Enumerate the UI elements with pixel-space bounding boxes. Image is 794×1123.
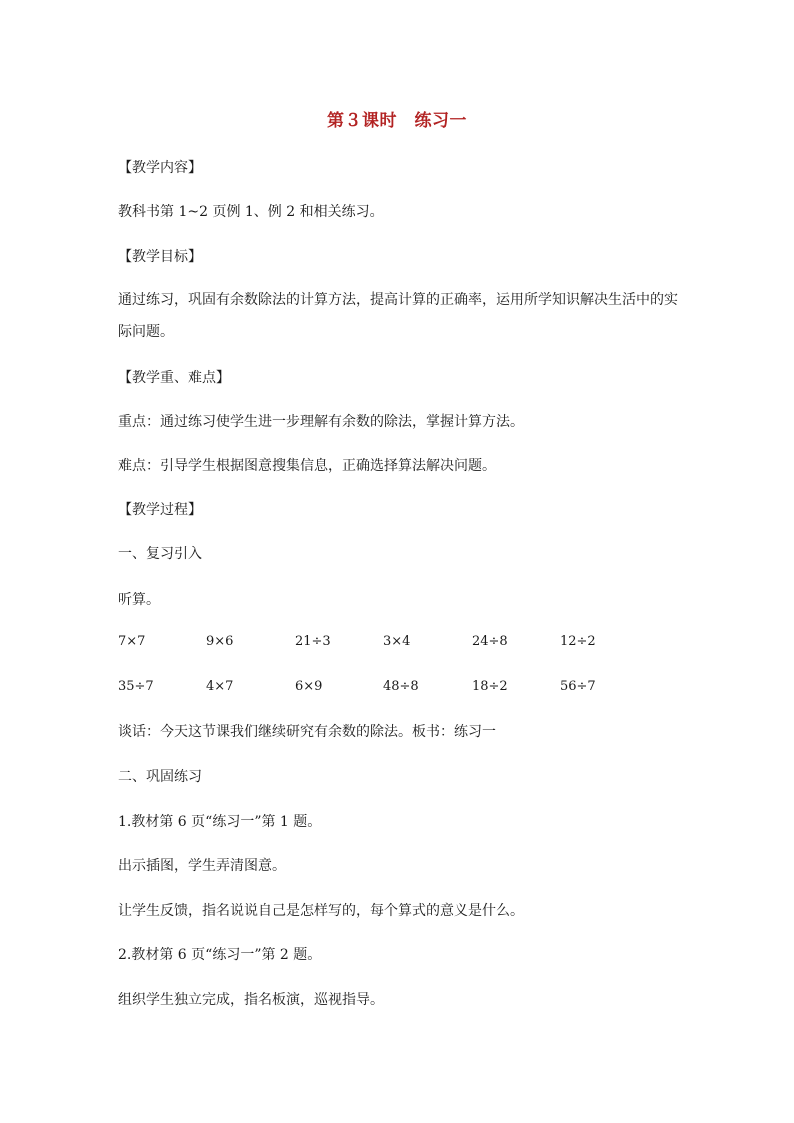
item1-feedback: 让学生反馈，指名说说自己是怎样写的，每个算式的意义是什么。 bbox=[118, 903, 524, 919]
content-text: 教科书第 1~2 页例 1、例 2 和相关练习。 bbox=[118, 204, 384, 220]
calc-item: 48÷8 bbox=[383, 679, 419, 694]
part1-heading: 一、复习引入 bbox=[118, 546, 202, 562]
calc-item: 3×4 bbox=[383, 634, 411, 649]
calc-item: 4×7 bbox=[206, 679, 234, 694]
calc-item: 18÷2 bbox=[472, 679, 508, 694]
page-title: 第３课时 练习一 bbox=[327, 111, 467, 131]
item2-org: 组织学生独立完成，指名板演，巡视指导。 bbox=[118, 992, 384, 1008]
section-heading-goal: 【教学目标】 bbox=[118, 249, 202, 265]
section-heading-content: 【教学内容】 bbox=[118, 160, 202, 176]
key-point: 重点：通过练习使学生进一步理解有余数的除法，掌握计算方法。 bbox=[118, 414, 524, 430]
calc-item: 6×9 bbox=[295, 679, 323, 694]
calc-item: 35÷7 bbox=[118, 679, 154, 694]
section-heading-process: 【教学过程】 bbox=[118, 502, 202, 518]
calc-item: 56÷7 bbox=[560, 679, 596, 694]
calc-item: 24÷8 bbox=[472, 634, 508, 649]
section-heading-key: 【教学重、难点】 bbox=[118, 370, 230, 386]
part2-heading: 二、巩固练习 bbox=[118, 769, 202, 785]
item1-show: 出示插图，学生弄清图意。 bbox=[118, 858, 286, 874]
calc-item: 12÷2 bbox=[560, 634, 596, 649]
calc-item: 21÷3 bbox=[295, 634, 331, 649]
calc-item: 7×7 bbox=[118, 634, 146, 649]
listen-calc: 听算。 bbox=[118, 592, 160, 608]
talk-text: 谈话：今天这节课我们继续研究有余数的除法。板书：练习一 bbox=[118, 724, 496, 740]
goal-text: 通过练习，巩固有余数除法的计算方法，提高计算的正确率，运用所学知识解决生活中的实际问题。 bbox=[118, 292, 678, 340]
item1: 1.教材第 6 页“练习一”第 1 题。 bbox=[118, 814, 322, 830]
calc-item: 9×6 bbox=[206, 634, 234, 649]
item2: 2.教材第 6 页“练习一”第 2 题。 bbox=[118, 947, 322, 963]
difficult-point: 难点：引导学生根据图意搜集信息，正确选择算法解决问题。 bbox=[118, 458, 496, 474]
